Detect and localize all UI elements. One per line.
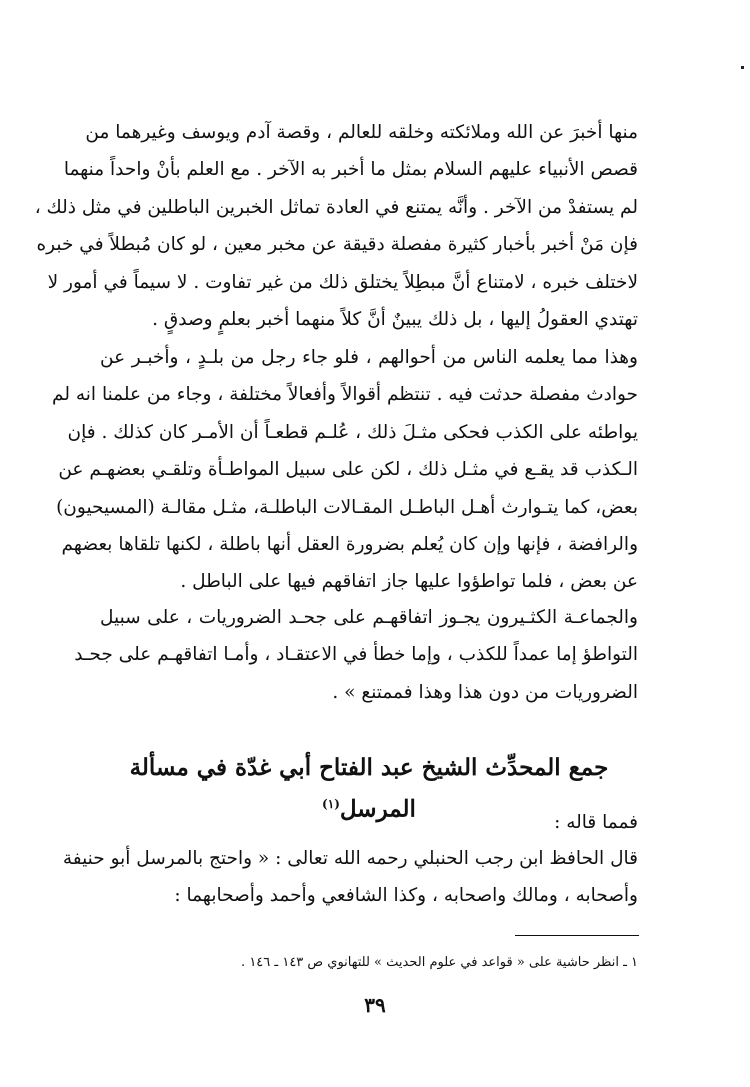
- text-line: عن بعض ، فلما تواطؤوا عليها جاز اتفاقهم فيها على الباطل .: [180, 571, 638, 593]
- text-line: لم يستفدْ من الآخر . وأنَّه يمتنع في العادة تماثل الخبرين الباطلين في مثل ذلك ،: [34, 196, 638, 218]
- paragraph-1: [34, 114, 638, 338]
- section-heading-text: جمع المحدِّث الشيخ عبد الفتاح أبي غدّة في مسألة المرسل: [129, 754, 609, 823]
- text-line: حوادث مفصلة حدثت فيه . تنتظم أقوالاً وأفعالاً مختلفة ، وجاء من علمنا انه لم: [52, 384, 638, 406]
- section-intro: فمما قاله :: [554, 812, 638, 833]
- text-line: وهذا مما يعلمه الناس من أحوالهم ، فلو جاء رجل من بلـدٍ ، وأخبـر عن: [100, 347, 638, 368]
- text-line: منها أخبرَ عن الله وملائكته وخلقه للعالم ، وقصة آدم ويوسف وغيرهما من: [85, 122, 638, 143]
- text-line: لاختلف خبره ، لامتناع أنَّ مبطِلاً يختلق ذلك من غير تفاوت . لا سيماً في أمور لا: [47, 271, 638, 293]
- text-line: تهتدي العقولُ إليها ، بل ذلك يبينٌ أنَّ كلاً منهما أخبر بعلمٍ وصدقٍ .: [152, 309, 638, 331]
- text-line: يواطئه على الكذب فحكى مثـلَ ذلك ، عُلـم قطعـاً أن الأمـر كان كذلك . فإن: [67, 421, 638, 443]
- text-line: الـكذب قد يقـع في مثـل ذلك ، لكن على سبيل المواطـأة وتلقـي بعضهـم عن: [58, 459, 638, 481]
- text-line: قصص الأنبياء عليهم السلام بمثل ما أخبر به الآخر . مع العلم بأنْ واحداً منهما: [63, 159, 638, 181]
- text-line: قال الحافظ ابن رجب الحنبلي رحمه الله تعالى : « واحتج بالمرسل أبو حنيفة: [62, 848, 638, 869]
- scan-speck: [741, 66, 744, 69]
- text-line: والرافضة ، فإنها وإن كان يُعلم بضرورة العقل أنها باطلة ، لكنها تلقاها بعضهم: [61, 534, 638, 556]
- text-line: الضروريات من دون هذا وهذا فممتنع » .: [332, 681, 638, 703]
- page-number: ٣٩: [364, 993, 386, 1017]
- text-line: فإن مَنْ أخبر بأخبار كثيرة مفصلة دقيقة عن مخبر معين ، لو كان مُبطلاً في خبره: [36, 234, 638, 256]
- text-line: بعض، كما يتـوارث أهـل الباطـل المقـالات الباطلـة، مثـل مقالـة (المسيحيون): [56, 496, 638, 518]
- footnote: ١ ـ انظر حاشية على « قواعد في علوم الحديث » للتهانوي ص ١٤٣ ـ ١٤٦ .: [241, 955, 638, 970]
- text-line: والجماعـة الكثـيرون يجـوز اتفاقهـم على جحـد الضروريات ، على سبيل: [100, 607, 638, 628]
- text-line: التواطؤ إما عمداً للكذب ، وإما خطأ في الاعتقـاد ، وأمـا اتفاقهـم على جحـد: [74, 644, 638, 666]
- paragraph-2: [52, 339, 638, 601]
- paragraph-3: [74, 599, 638, 711]
- footnote-divider: [515, 935, 639, 936]
- text-line: وأصحابه ، ومالك واصحابه ، وكذا الشافعي وأحمد وأصحابهما :: [174, 885, 638, 907]
- footnote-marker: (١): [322, 797, 340, 811]
- paragraph-4: [62, 840, 638, 915]
